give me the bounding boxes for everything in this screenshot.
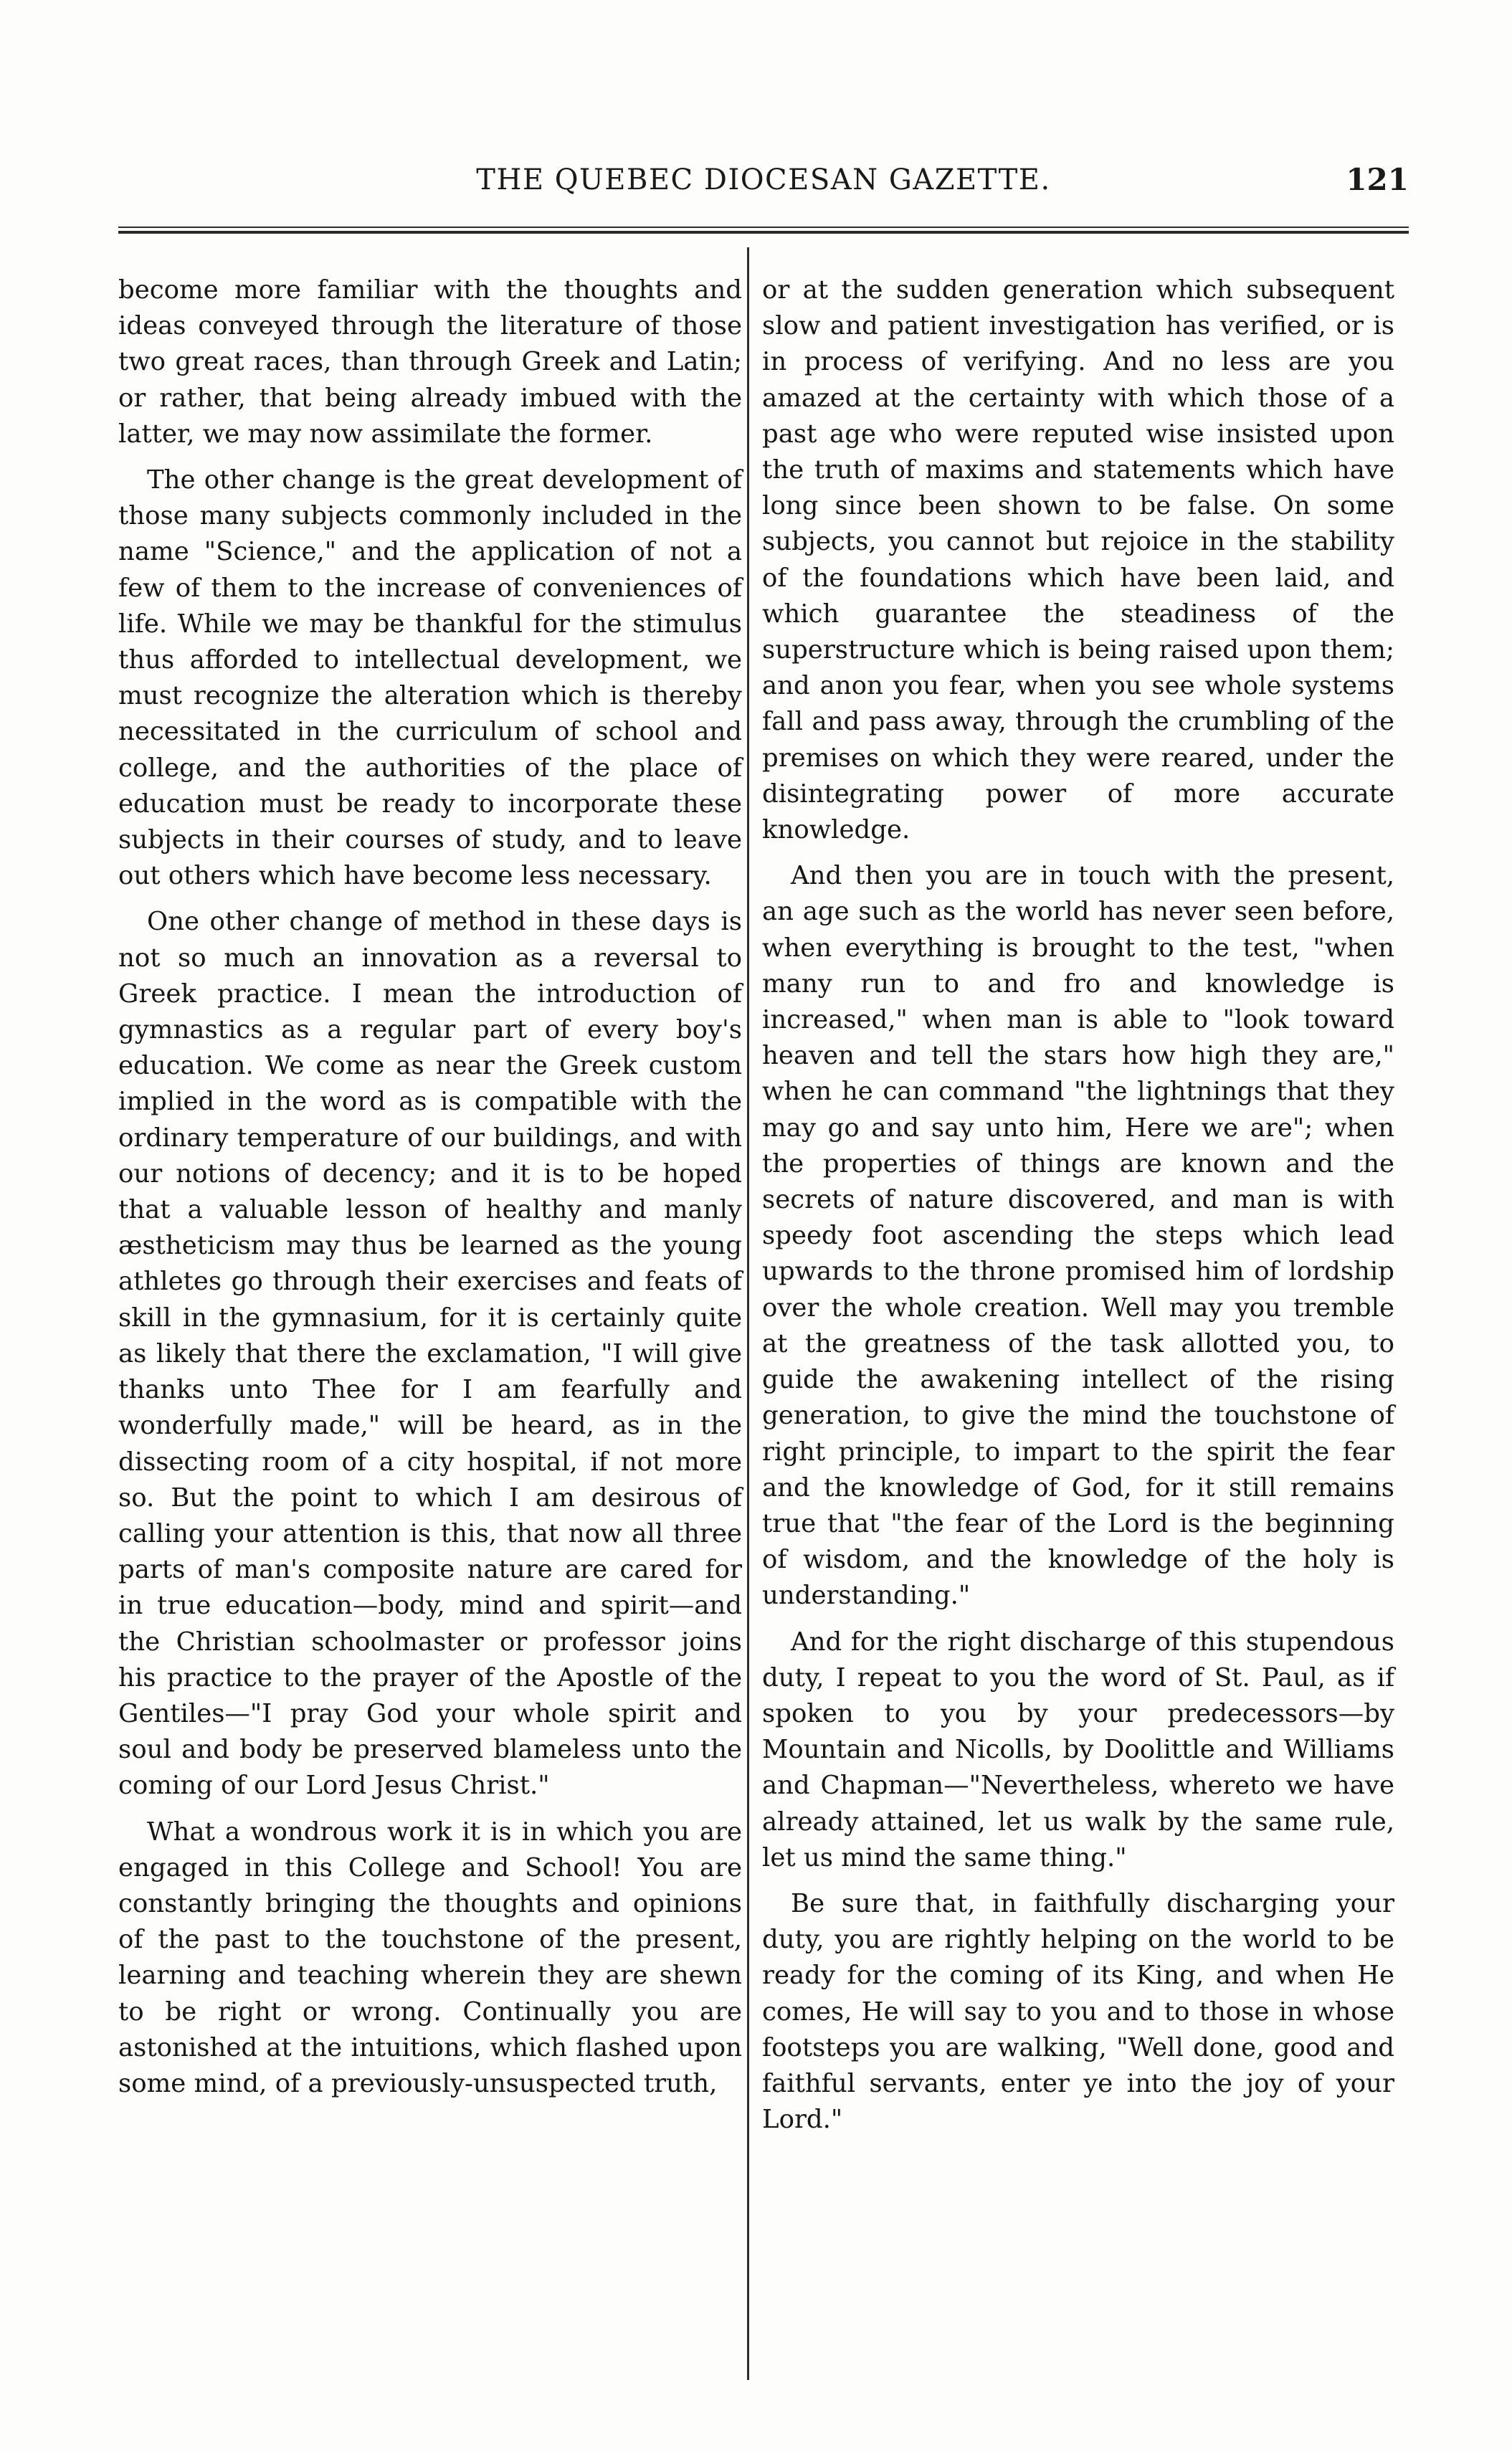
page-number: 121: [1346, 162, 1409, 197]
right-paragraph-1: or at the sudden generation which subsequent slow and patient investigation has verified, or is in process of verifying. And no less are you amazed at the certainty with which those of a past age who were reputed wise insisted upon the truth of maxims and statements which have long since been shown to be false. On some subjects, you cannot but rejoice in the stability of the foundations which have been laid, and which guarantee the steadiness of the superstructure which is being raised upon them; and anon you fear, when you see whole systems fall and pass away, through the crumbling of the premises on which they were reared, under the disintegrating power of more accurate knowledge.: [762, 275, 1394, 845]
header-rule: [118, 227, 1409, 234]
running-title: THE QUEBEC DIOCESAN GAZETTE.: [476, 163, 1051, 196]
right-paragraph-3: And for the right discharge of this stupendous duty, I repeat to you the word of St. Paul, as if spoken to you by your predecessors—by Mountain and Nicolls, by Doolittle and Williams and Chapman—"Nevertheless, whereto we have already attained, let us walk by the same rule, let us mind the same thing.": [762, 1627, 1394, 1872]
left-column: [118, 272, 742, 2112]
left-paragraph-1: become more familiar with the thoughts and ideas conveyed through the literature of those two great races, than through Greek and Latin; or rather, that being already imbued with the latter, we may now assimilate the former.: [118, 275, 742, 449]
right-paragraph-4: Be sure that, in faithfully discharging your duty, you are rightly helping on the world to be ready for the coming of its King, and when He comes, He will say to you and to those in whose footsteps you are walking, "Well done, good and faithful servants, enter ye into the joy of your Lord.": [762, 1888, 1394, 2135]
left-paragraph-2: The other change is the great development of those many subjects commonly included in the name "Science," and the application of not a few of them to the increase of conveniences of life. While we may be thankful for the stimulus thus afforded to intellectual development, we must recognize the alteration which is thereby necessitated in the curriculum of school and college, and the authorities of the place of education must be ready to incorporate these subjects in their courses of study, and to leave out others which have become less necessary.: [118, 465, 742, 891]
left-paragraph-3: One other change of method in these days is not so much an innovation as a reversal to Greek practice. I mean the introduction of gymnastics as a regular part of every boy's education. We come as near the Greek custom implied in the word as is compatible with the ordinary temperature of our buildings, and with our notions of decency; and it is to be hoped that a valuable lesson of healthy and manly æstheticism may thus be learned as the young athletes go through their exercises and feats of skill in the gymnasium, for it is certainly quite as likely that there the exclamation, "I will give thanks unto Thee for I am fearfully and wonderfully made," will be heard, as in the dissecting room of a city hospital, if not more so. But the point to which I am desirous of calling your attention is this, that now all three parts of man's composite nature are cared for in true education—body, mind and spirit—and the Christian schoolmaster or professor joins his practice to the prayer of the Apostle of the Gentiles—"I pray God your whole spirit and soul and body be preserved blameless unto the coming of our Lord Jesus Christ.": [118, 907, 742, 1801]
right-column: [762, 272, 1394, 2148]
left-paragraph-4: What a wondrous work it is in which you are engaged in this College and School! You are constantly bringing the thoughts and opinions of the past to the touchstone of the present, learning and teaching wherein they are shewn to be right or wrong. Continually you are astonished at the intuitions, which flashed upon some mind, of a previously-unsuspected truth,: [118, 1817, 742, 2098]
column-divider: [747, 247, 749, 2380]
running-head: [118, 159, 1409, 202]
right-paragraph-2: And then you are in touch with the present, an age such as the world has never seen before, when everything is brought to the test, "when many run to and fro and knowledge is increased," when man is able to "look toward heaven and tell the stars how high they are," when he can command "the lightnings that they may go and say unto him, Here we are"; when the properties of things are known and the secrets of nature discovered, and man is with speedy foot ascending the steps which lead upwards to the throne promised him of lordship over the whole creation. Well may you tremble at the greatness of the task allotted you, to guide the awakening intellect of the rising generation, to give the mind the touchstone of right principle, to impart to the spirit the fear and the knowledge of God, for it still remains true that "the fear of the Lord is the beginning of wisdom, and the knowledge of the holy is understanding.": [762, 861, 1394, 1611]
